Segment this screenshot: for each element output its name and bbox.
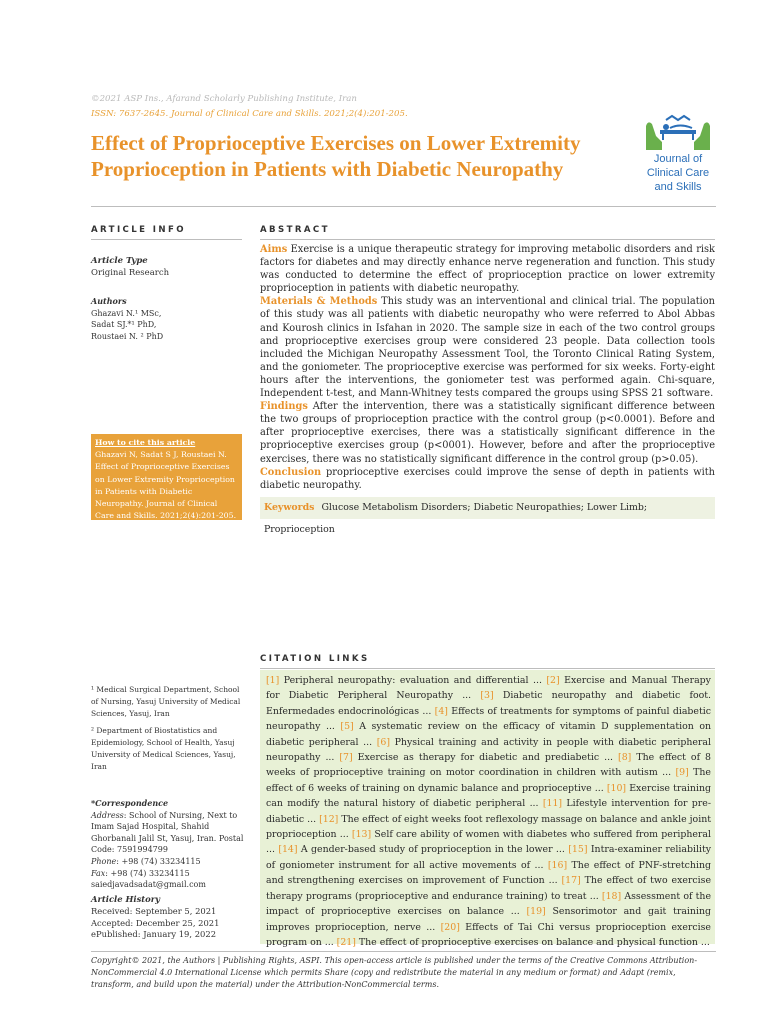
citation-number: [17] [561,875,581,887]
conclusion-text: proprioceptive exercises could improve the sense of depth in patients with diabetic neuropathy. [260,466,715,491]
how-to-cite-text: Ghazavi N, Sadat S J, Roustaei N. Effect of Proprioceptive Exercises on Lower Extremity Proprioception in Patients with Diabetic Neuropathy. Journal of Clinical Care and Skills. 2021;2(4):201-205. [95,450,237,521]
divider [260,668,715,669]
citation-number: [15] [568,844,588,856]
fax-value: +98 (74) 33234115 [110,868,190,878]
citation-number: [13] [351,829,372,841]
keywords-bar [260,497,715,535]
findings-label: Findings [260,401,308,413]
correspondence-label: *Correspondence [91,798,169,808]
abstract-aims [260,243,715,295]
citation-number: [18] [601,890,622,902]
abstract-heading: ABSTRACT [260,225,330,235]
citation-number: [12] [319,813,339,825]
affiliation-2: ² Department of Biostatistics and Epidemiology, School of Health, Yasuj University of Medical Sciences, Yasuj, Iran [91,725,236,772]
citation-links-heading: CITATION LINKS [260,654,370,664]
how-to-cite-box [91,434,242,520]
divider [91,206,716,207]
authors-label: Authors [91,296,127,306]
how-to-cite-heading: How to cite this article [95,438,196,447]
address-label: Address [91,810,124,820]
citation-number: [3] [480,690,494,702]
journal-meta [91,92,408,122]
findings-text: After the intervention, there was a statistically significant difference between the two groups of proprioception practice with the control group (p<0.0001). Before and after proprioceptive exercises, there was a statistically significant difference in the proprioceptive exercises group (p<0001). However, before and after the proprioceptive exercises, there was no statistically significant difference in the control group (p>0.05). [260,401,715,465]
citation-number: [4] [434,705,448,717]
citation-text: The effect of 6 weeks of training on dynamic balance and proprioceptive ... [266,767,711,794]
citation-text: The effect of two exercise therapy programs (proprioceptive and endurance training) to treat ... [266,875,711,902]
fax-label: Fax [91,868,106,878]
article-type [91,256,169,279]
citation-number: [14] [278,844,298,856]
methods-label: Materials & Methods [260,296,378,308]
citation-number: [10] [606,782,627,794]
journal-logo [640,112,716,197]
aims-text: Exercise is a unique therapeutic strategy for improving metabolic disorders and risk factors for diabetes and may directly enhance nerve regeneration and function. This study was conducted to determine the effect of proprioception practice on lower extremity proprioception in patients with diabetic neuropathy. [260,244,715,295]
citation-number: [9] [675,767,689,779]
correspondence: *Correspondence Address: School of Nursing, Next to Imam Sajad Hospital, Shahid Ghorbanali Jalil St, Yasuj, Iran. Postal Code: 7591994799 Phone: +98 (74) 33234115 Fax: +98 (74) 33234115 saiedjavadsadat@gmail.com [91,798,246,891]
citation-text: Exercise as therapy for diabetic and prediabetic ... [352,752,619,764]
citation-number: [1] [266,675,280,686]
citation-text: Intra-examiner reliability of goniometer instrument for all active movements of ... [266,844,712,871]
abstract-findings [260,400,715,465]
abstract-methods [260,295,715,400]
author-1: Ghazavi N.¹ MSc, [91,308,162,318]
citation-number: [7] [339,752,353,764]
citation-number: [19] [526,906,546,918]
article-history [91,894,246,941]
citation-text: Effects of treatments for symptoms of painful diabetic neuropathy ... [266,705,711,733]
affiliation-1: ¹ Medical Surgical Department, School of Nursing, Yasuj University of Medical Sciences, Yasuj, Iran [91,685,241,719]
citation-text: A systematic review on the efficacy of vitamin D supplementation on diabetic peripheral ... [266,721,712,748]
citation-link[interactable] [278,844,568,855]
methods-text: This study was an interventional and clinical trial. The population of this study was all patients with diabetic neuropathy who were referred to Abol Abbas and Kourosh clinics in Isfahan in 2020. The sample size in each of the two control groups and proprioceptive exercises group were considered 23 people. Data collection tools included the Michigan Neuropathy Assessment Tool, the Toronto Clinical Rating System, and the goniometer. The proprioceptive exercise was performed for six weeks. Forty-eight hours after the interventions, the goniometer test was performed again. Chi-square, Independent t-test, and Mann-Whitney tests compared the groups using SPSS 21 software. [260,296,715,400]
copyright-footer: Copyright© 2021, the Authors | Publishing Rights, ASPI. This open-access article is published under the terms of the Creative Commons Attribution-NonCommercial 4.0 International License which permits Share (copy and redistribute the material in any medium or format) and Adapt (remix, transform, and build upon the material) under the Attribution-NonCommercial terms. [91,956,698,990]
conclusion-label: Conclusion [260,466,322,478]
author-2: Sadat SJ.*¹ PhD, [91,320,157,329]
citation-text: The effect of proprioceptive exercises on balance and physical function ... [355,936,710,948]
aims-label: Aims [260,244,288,255]
citation-text: Diabetic neuropathy and diabetic foot. Enfermedades endocrinológicas ... [266,690,711,717]
citation-number: [11] [542,798,563,810]
citation-text: Exercise training can modify the natural history of diabetic peripheral ... [266,782,711,810]
citation-text: A gender-based study of proprioception in the lower ... [297,844,569,856]
citation-text: Assessment of the impact of proprioceptive exercises on balance ... [266,890,712,918]
citation-text: Lifestyle intervention for pre-diabetic ... [266,798,711,825]
citation-link[interactable] [266,675,546,686]
citation-number: [2] [546,675,560,686]
citation-text: The effect of eight weeks foot reflexology massage on balance and ankle joint proprioception ... [266,813,711,841]
abstract-body [260,243,715,492]
citation-text: The effect of PNF-stretching and strengthening exercises on improvement of Function ... [266,859,711,887]
citation-text: Self care ability of women with diabetes who suffered from peripheral ... [266,829,711,856]
journal-name: Journal of Clinical Care and Skills [646,153,710,193]
citation-text: Sensorimotor and gait training improves proprioception, nerve ... [266,906,711,933]
citation-number: [5] [340,721,354,733]
copyright-line: ©2021 ASP Ins., Afarand Scholarly Publishing Institute, Iran [91,94,357,104]
citation-text: The effect of 8 weeks of proprioceptive training on motor coordination in children with autism ... [266,752,712,779]
hands-bed-logo-icon [644,112,712,152]
received-date: Received: September 5, 2021 [91,905,217,916]
citation-number: [16] [547,859,568,871]
citation-links-list [266,673,711,950]
citation-number: [21] [336,936,356,948]
citation-link[interactable] [337,937,710,948]
authors [91,296,163,342]
issn-line: ISSN: 7637-2645. Journal of Clinical Care and Skills. 2021;2(4):201-205. [91,109,408,119]
article-title: Effect of Proprioceptive Exercises on Lower Extremity Proprioception in Patients with Diabetic Neuropathy [91,131,581,181]
history-label: Article History [91,894,161,904]
divider [91,239,242,240]
article-type-label: Article Type [91,256,148,266]
phone-value: +98 (74) 33234115 [121,856,201,866]
address-text: School of Nursing, Next to Imam Sajad Hospital, Shahid Ghorbanali Jalil St, Yasuj, Iran. Postal Code: 7591994799 [91,810,244,855]
citation-link[interactable] [339,752,618,763]
keywords-text: Glucose Metabolism Disorders; Diabetic Neuropathies; Lower Limb; Proprioception [264,502,648,535]
author-3: Roustaei N. ² PhD [91,331,164,341]
citation-number: [8] [618,752,632,764]
phone-label: Phone [91,856,117,866]
citation-text: Peripheral neuropathy: evaluation and differential ... [279,675,547,686]
abstract-conclusion [260,466,715,492]
article-info-heading: ARTICLE INFO [91,225,186,235]
email-link[interactable]: saiedjavadsadat@gmail.com [91,880,206,890]
published-date: ePublished: January 19, 2022 [91,929,217,940]
accepted-date: Accepted: December 25, 2021 [91,917,220,928]
keywords-label: Keywords [264,502,315,513]
affiliations [91,684,246,773]
citation-text: Exercise and Manual Therapy for Diabetic Peripheral Neuropathy ... [266,675,711,702]
citation-text: Physical training and activity in people with diabetic peripheral neuropathy ... [266,736,711,764]
divider [260,239,715,240]
citation-number: [20] [440,921,460,933]
citation-text: Effects of Tai Chi versus proprioception exercise program on ... [266,921,711,948]
article-type-value: Original Research [91,267,170,278]
divider [91,951,716,952]
citation-number: [6] [376,736,390,748]
